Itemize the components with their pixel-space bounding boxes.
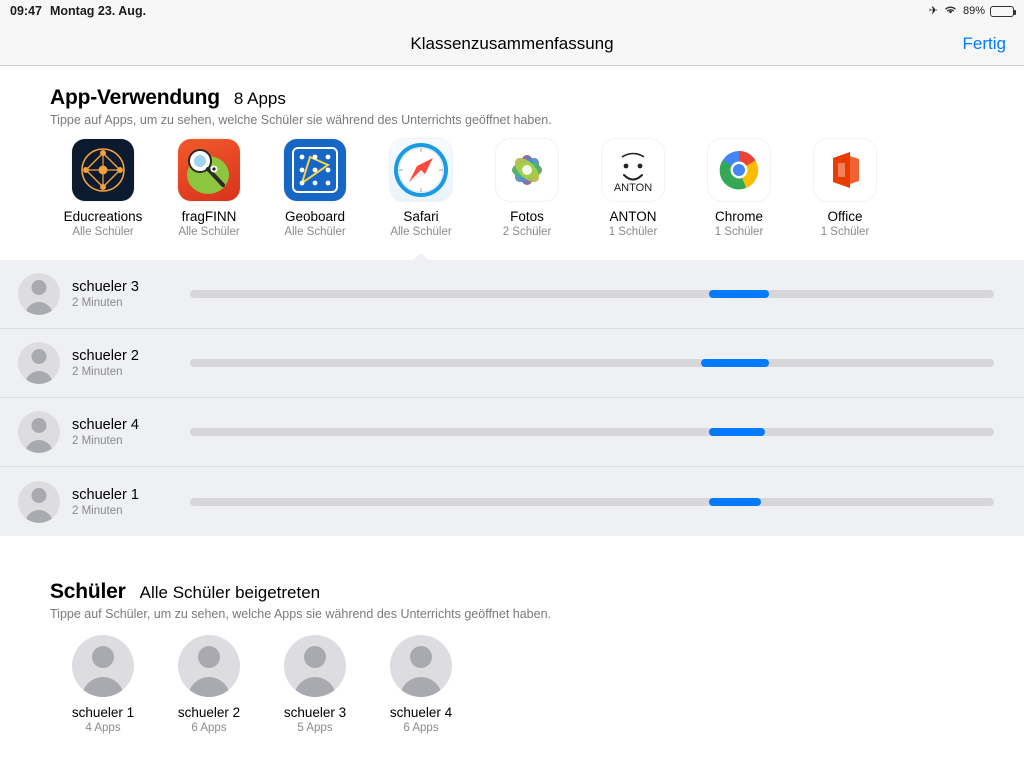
- app-label: Educreations: [63, 209, 143, 224]
- app-label: Geoboard: [284, 209, 346, 224]
- usage-bar: [709, 290, 769, 298]
- usage-bar: [701, 359, 769, 367]
- usage-bar: [709, 428, 765, 436]
- student-name: schueler 4: [72, 417, 139, 433]
- student-time: 2 Minuten: [72, 435, 123, 447]
- app-item-fragfinn[interactable]: [156, 139, 262, 238]
- app-usage-title: App-Verwendung: [50, 86, 220, 109]
- status-time: 09:47: [10, 4, 42, 18]
- student-item-3[interactable]: [262, 635, 368, 734]
- app-usage-hint: Tippe auf Apps, um zu sehen, welche Schüler sie während des Unterrichts geöffnet haben.: [50, 113, 552, 127]
- page-title: Klassenzusammenfassung: [410, 33, 614, 53]
- table-row[interactable]: [0, 398, 1024, 467]
- students-subtitle: Alle Schüler beigetreten: [139, 583, 321, 602]
- educreations-icon: [72, 139, 134, 201]
- avatar: [72, 635, 134, 697]
- student-usage-list: [0, 260, 1024, 536]
- student-name: schueler 2: [72, 348, 139, 364]
- app-list: [0, 127, 1024, 238]
- app-meta: 1 Schüler: [608, 226, 658, 238]
- usage-track: [190, 498, 994, 506]
- geoboard-icon: [284, 139, 346, 201]
- app-meta: Alle Schüler: [284, 226, 346, 238]
- app-label: Fotos: [510, 209, 544, 224]
- avatar: [390, 635, 452, 697]
- avatar: [178, 635, 240, 697]
- app-item-safari[interactable]: [368, 139, 474, 238]
- office-icon: [814, 139, 876, 201]
- avatar: [18, 411, 60, 453]
- app-label: Safari: [403, 209, 439, 224]
- app-meta: 1 Schüler: [820, 226, 870, 238]
- app-item-educreations[interactable]: [50, 139, 156, 238]
- avatar: [284, 635, 346, 697]
- avatar: [18, 273, 60, 315]
- app-meta: Alle Schüler: [72, 226, 134, 238]
- chrome-icon: [708, 139, 770, 201]
- student-meta: 5 Apps: [297, 722, 333, 734]
- student-meta: 6 Apps: [191, 722, 227, 734]
- wifi-icon: [943, 4, 958, 18]
- app-label: Chrome: [714, 209, 763, 224]
- usage-bar: [709, 498, 761, 506]
- app-item-anton[interactable]: [580, 139, 686, 238]
- table-row[interactable]: [0, 467, 1024, 536]
- app-usage-section: [0, 66, 1024, 238]
- student-name: schueler 1: [72, 486, 139, 503]
- safari-icon: [390, 139, 452, 201]
- app-usage-header: [0, 66, 1024, 127]
- svg-text:ANTON: ANTON: [613, 182, 653, 194]
- student-item-1[interactable]: [50, 635, 156, 734]
- navigation-bar: [0, 22, 1024, 66]
- student-label: schueler 1: [71, 705, 135, 720]
- done-button[interactable]: Fertig: [962, 33, 1006, 53]
- selected-app-caret: [409, 253, 433, 264]
- app-meta: 1 Schüler: [714, 226, 764, 238]
- app-label: fragFINN: [181, 209, 237, 224]
- students-title: Schüler: [50, 580, 126, 603]
- student-label: schueler 4: [389, 705, 453, 720]
- battery-percent-label: 89%: [962, 4, 985, 17]
- fragfinn-icon: [178, 139, 240, 201]
- app-item-office[interactable]: [792, 139, 898, 238]
- usage-track: [190, 428, 994, 436]
- students-hint: Tippe auf Schüler, um zu sehen, welche Apps sie während des Unterrichts geöffnet haben.: [50, 607, 552, 621]
- students-section: [0, 536, 1024, 734]
- app-label: Office: [827, 209, 863, 224]
- app-item-chrome[interactable]: [686, 139, 792, 238]
- app-meta: Alle Schüler: [178, 226, 240, 238]
- usage-track: [190, 359, 994, 367]
- app-meta: 2 Schüler: [502, 226, 552, 238]
- student-meta: 6 Apps: [403, 722, 439, 734]
- student-meta: 4 Apps: [85, 722, 121, 734]
- students-header: [0, 560, 1024, 621]
- student-label: schueler 3: [283, 705, 347, 720]
- table-row[interactable]: [0, 260, 1024, 329]
- avatar: [18, 481, 60, 523]
- app-item-fotos[interactable]: [474, 139, 580, 238]
- anton-icon: [602, 139, 664, 201]
- student-label: schueler 2: [177, 705, 241, 720]
- app-label: ANTON: [609, 209, 657, 224]
- status-bar: [0, 0, 1024, 22]
- table-row[interactable]: [0, 329, 1024, 398]
- app-usage-count: 8 Apps: [233, 89, 286, 108]
- student-name: schueler 3: [72, 279, 139, 295]
- app-meta: Alle Schüler: [390, 226, 452, 238]
- students-list: [0, 621, 1024, 734]
- student-item-2[interactable]: [156, 635, 262, 734]
- fotos-icon: [496, 139, 558, 201]
- student-time: 2 Minuten: [72, 504, 123, 517]
- usage-track: [190, 290, 994, 298]
- airplane-mode-icon: ✈: [928, 4, 938, 17]
- battery-icon: [990, 6, 1014, 17]
- student-time: 2 Minuten: [72, 297, 123, 309]
- app-item-geoboard[interactable]: [262, 139, 368, 238]
- student-item-4[interactable]: [368, 635, 474, 734]
- student-time: 2 Minuten: [72, 366, 123, 378]
- avatar: [18, 342, 60, 384]
- status-date: Montag 23. Aug.: [49, 4, 147, 18]
